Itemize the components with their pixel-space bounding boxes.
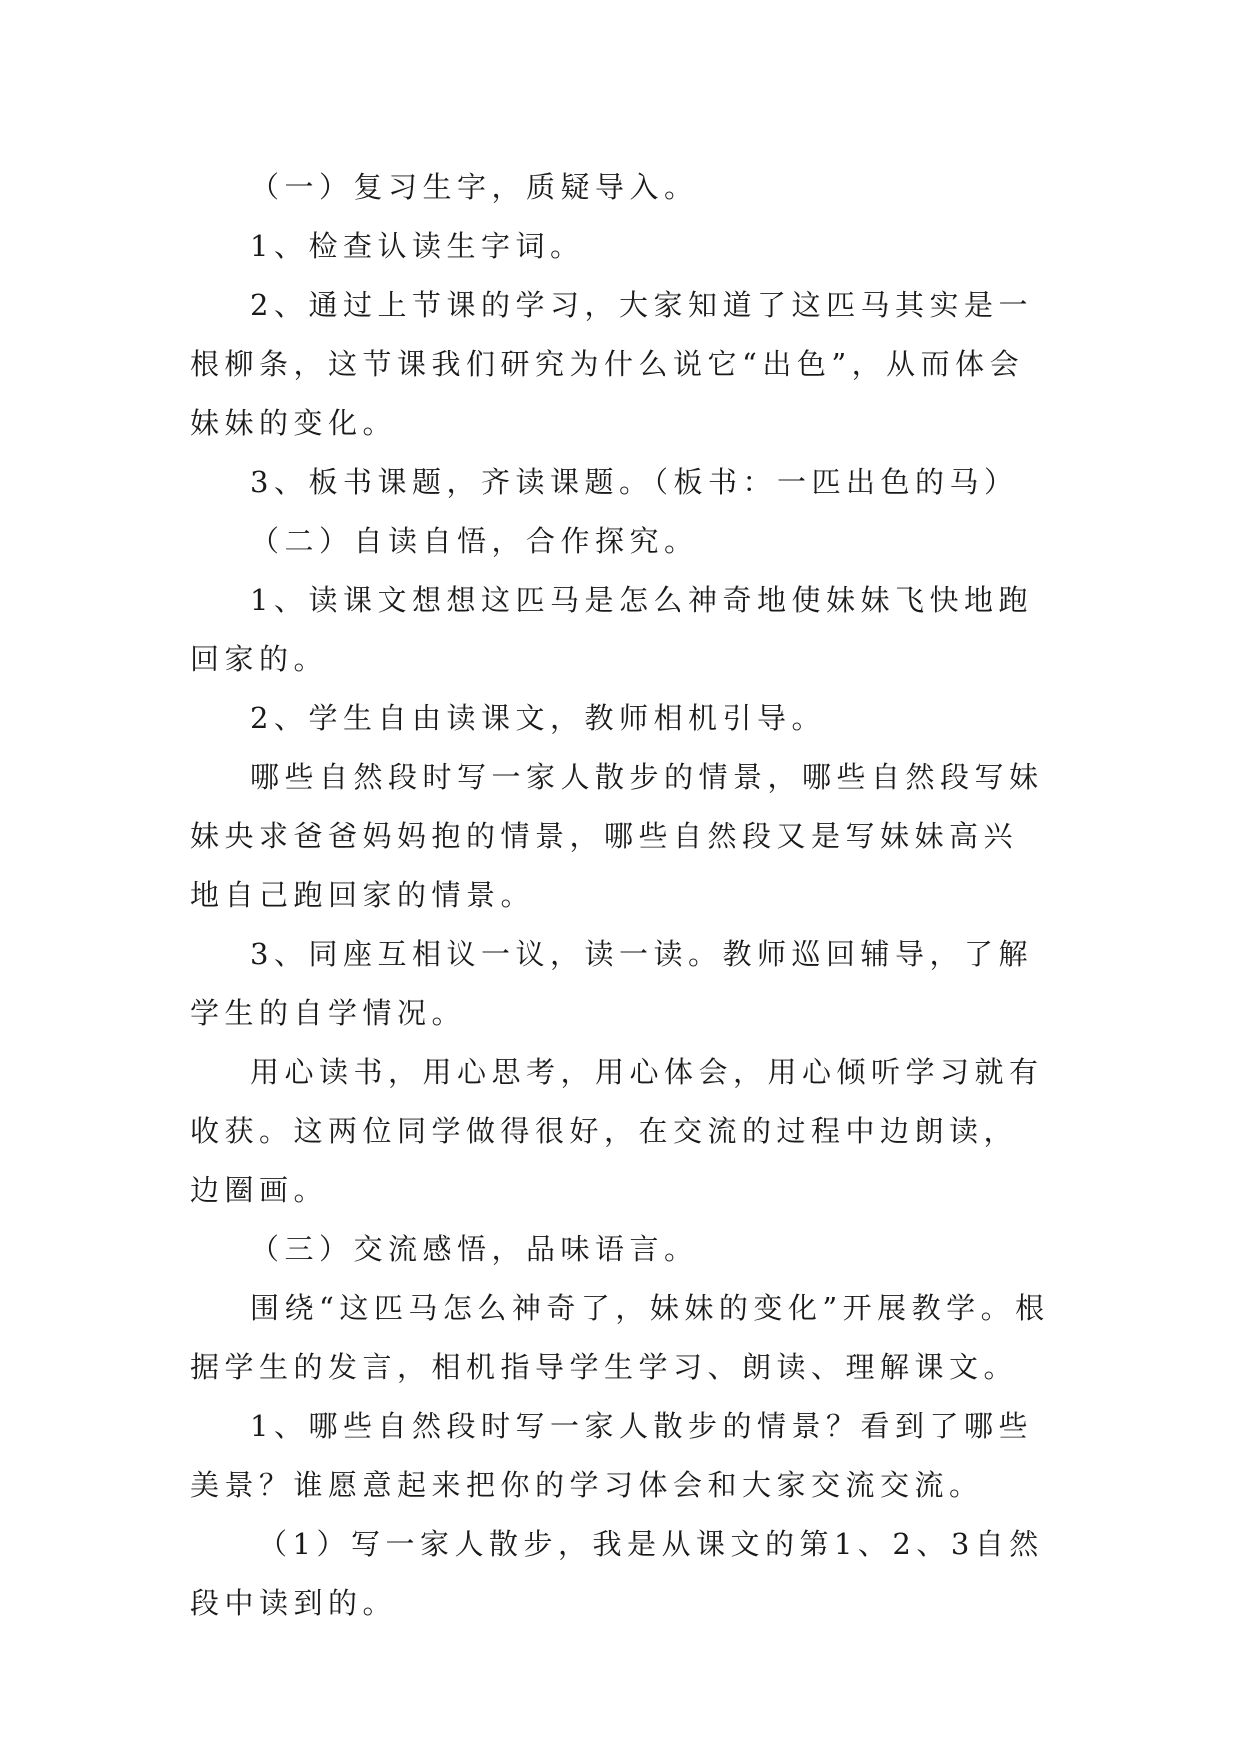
paragraph: （1）写一家人散步，我是从课文的第1、2、3自然段中读到的。 [190, 1527, 1044, 1620]
paragraph: 2、通过上节课的学习，大家知道了这匹马其实是一根柳条，这节课我们研究为什么说它“出色”，从而体会妹妹的变化。 [190, 288, 1033, 440]
section-heading-2: （二）自读自悟，合作探究。 [250, 524, 699, 558]
document-body [190, 158, 1050, 1633]
paragraph: 3、板书课题，齐读课题。（板书：一匹出色的马） [250, 465, 1019, 499]
paragraph: 围绕“这匹马怎么神奇了，妹妹的变化”开展教学。根据学生的发言，相机指导学生学习、朗读、理解课文。 [190, 1291, 1050, 1384]
paragraph: 1、检查认读生字词。 [250, 229, 585, 263]
section-heading-1: （一）复习生字，质疑导入。 [250, 170, 699, 204]
paragraph: 用心读书，用心思考，用心体会，用心倾听学习就有收获。这两位同学做得很好，在交流的过程中边朗读，边圈画。 [190, 1055, 1044, 1207]
section-heading-3: （三）交流感悟，品味语言。 [250, 1232, 699, 1266]
paragraph: 1、哪些自然段时写一家人散步的情景？看到了哪些美景？谁愿意起来把你的学习体会和大家交流交流。 [190, 1409, 1033, 1502]
paragraph: 哪些自然段时写一家人散步的情景，哪些自然段写妹妹央求爸爸妈妈抱的情景，哪些自然段又是写妹妹高兴地自己跑回家的情景。 [190, 760, 1044, 912]
paragraph: 1、读课文想想这匹马是怎么神奇地使妹妹飞快地跑回家的。 [190, 583, 1033, 676]
paragraph: 3、同座互相议一议，读一读。教师巡回辅导，了解学生的自学情况。 [190, 937, 1033, 1030]
paragraph: 2、学生自由读课文，教师相机引导。 [250, 701, 826, 735]
